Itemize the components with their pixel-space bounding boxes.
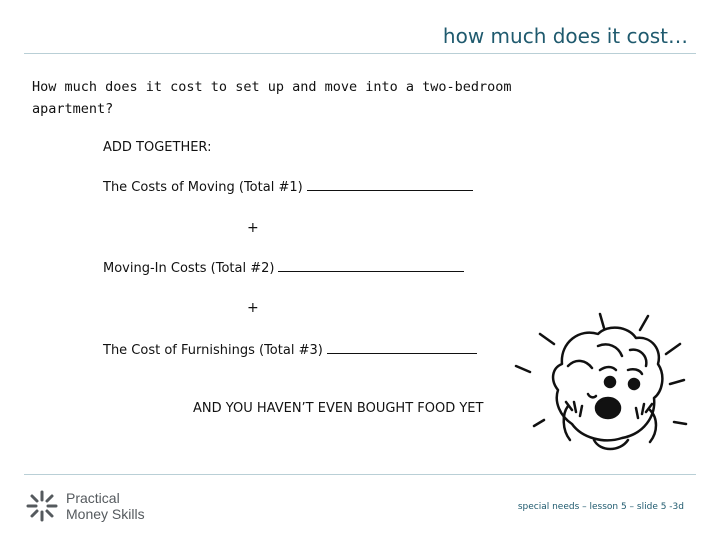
plus-sign-2: + <box>247 300 259 316</box>
add-together-label: ADD TOGETHER: <box>103 140 212 155</box>
logo-wordmark <box>66 490 145 522</box>
total-2-blank <box>278 259 464 272</box>
total-1-blank <box>307 178 473 191</box>
motion-line <box>516 366 530 372</box>
question-text: How much does it cost to set up and move into a two-bedroom apartment? <box>32 79 512 117</box>
total-1-label: The Costs of Moving (Total #1) <box>103 180 303 195</box>
motion-line <box>670 380 684 384</box>
logo-line-2: Money Skills <box>66 506 145 522</box>
logo-line-1: Practical <box>66 490 120 506</box>
practical-money-skills-logo <box>24 488 145 524</box>
open-mouth <box>596 398 620 418</box>
slide-info: special needs – lesson 5 – slide 5 -3d <box>517 502 684 512</box>
total-1-line <box>103 178 473 196</box>
total-3-label: The Cost of Furnishings (Total #3) <box>103 343 323 358</box>
motion-line <box>600 314 604 328</box>
header-divider <box>24 53 696 54</box>
starburst-logo-icon <box>24 488 60 524</box>
punchline-text: AND YOU HAVEN’T EVEN BOUGHT FOOD YET <box>193 401 484 416</box>
motion-line <box>674 422 686 424</box>
motion-line <box>640 316 648 330</box>
shocked-face-illustration <box>510 306 690 466</box>
right-eye <box>629 379 639 389</box>
total-2-line <box>103 259 464 277</box>
footer-divider <box>24 474 696 475</box>
motion-line <box>534 420 544 426</box>
total-3-blank <box>327 341 477 354</box>
total-3-line <box>103 341 477 359</box>
total-2-label: Moving-In Costs (Total #2) <box>103 261 275 276</box>
left-eyebrow <box>600 367 616 370</box>
plus-sign-1: + <box>247 220 259 236</box>
hair-strands <box>568 344 646 368</box>
left-eye <box>605 377 615 387</box>
page-title: how much does it cost… <box>442 24 688 48</box>
motion-line <box>666 344 680 354</box>
right-eyebrow <box>628 369 642 374</box>
cheek-mark <box>588 394 596 397</box>
motion-line <box>540 334 554 344</box>
